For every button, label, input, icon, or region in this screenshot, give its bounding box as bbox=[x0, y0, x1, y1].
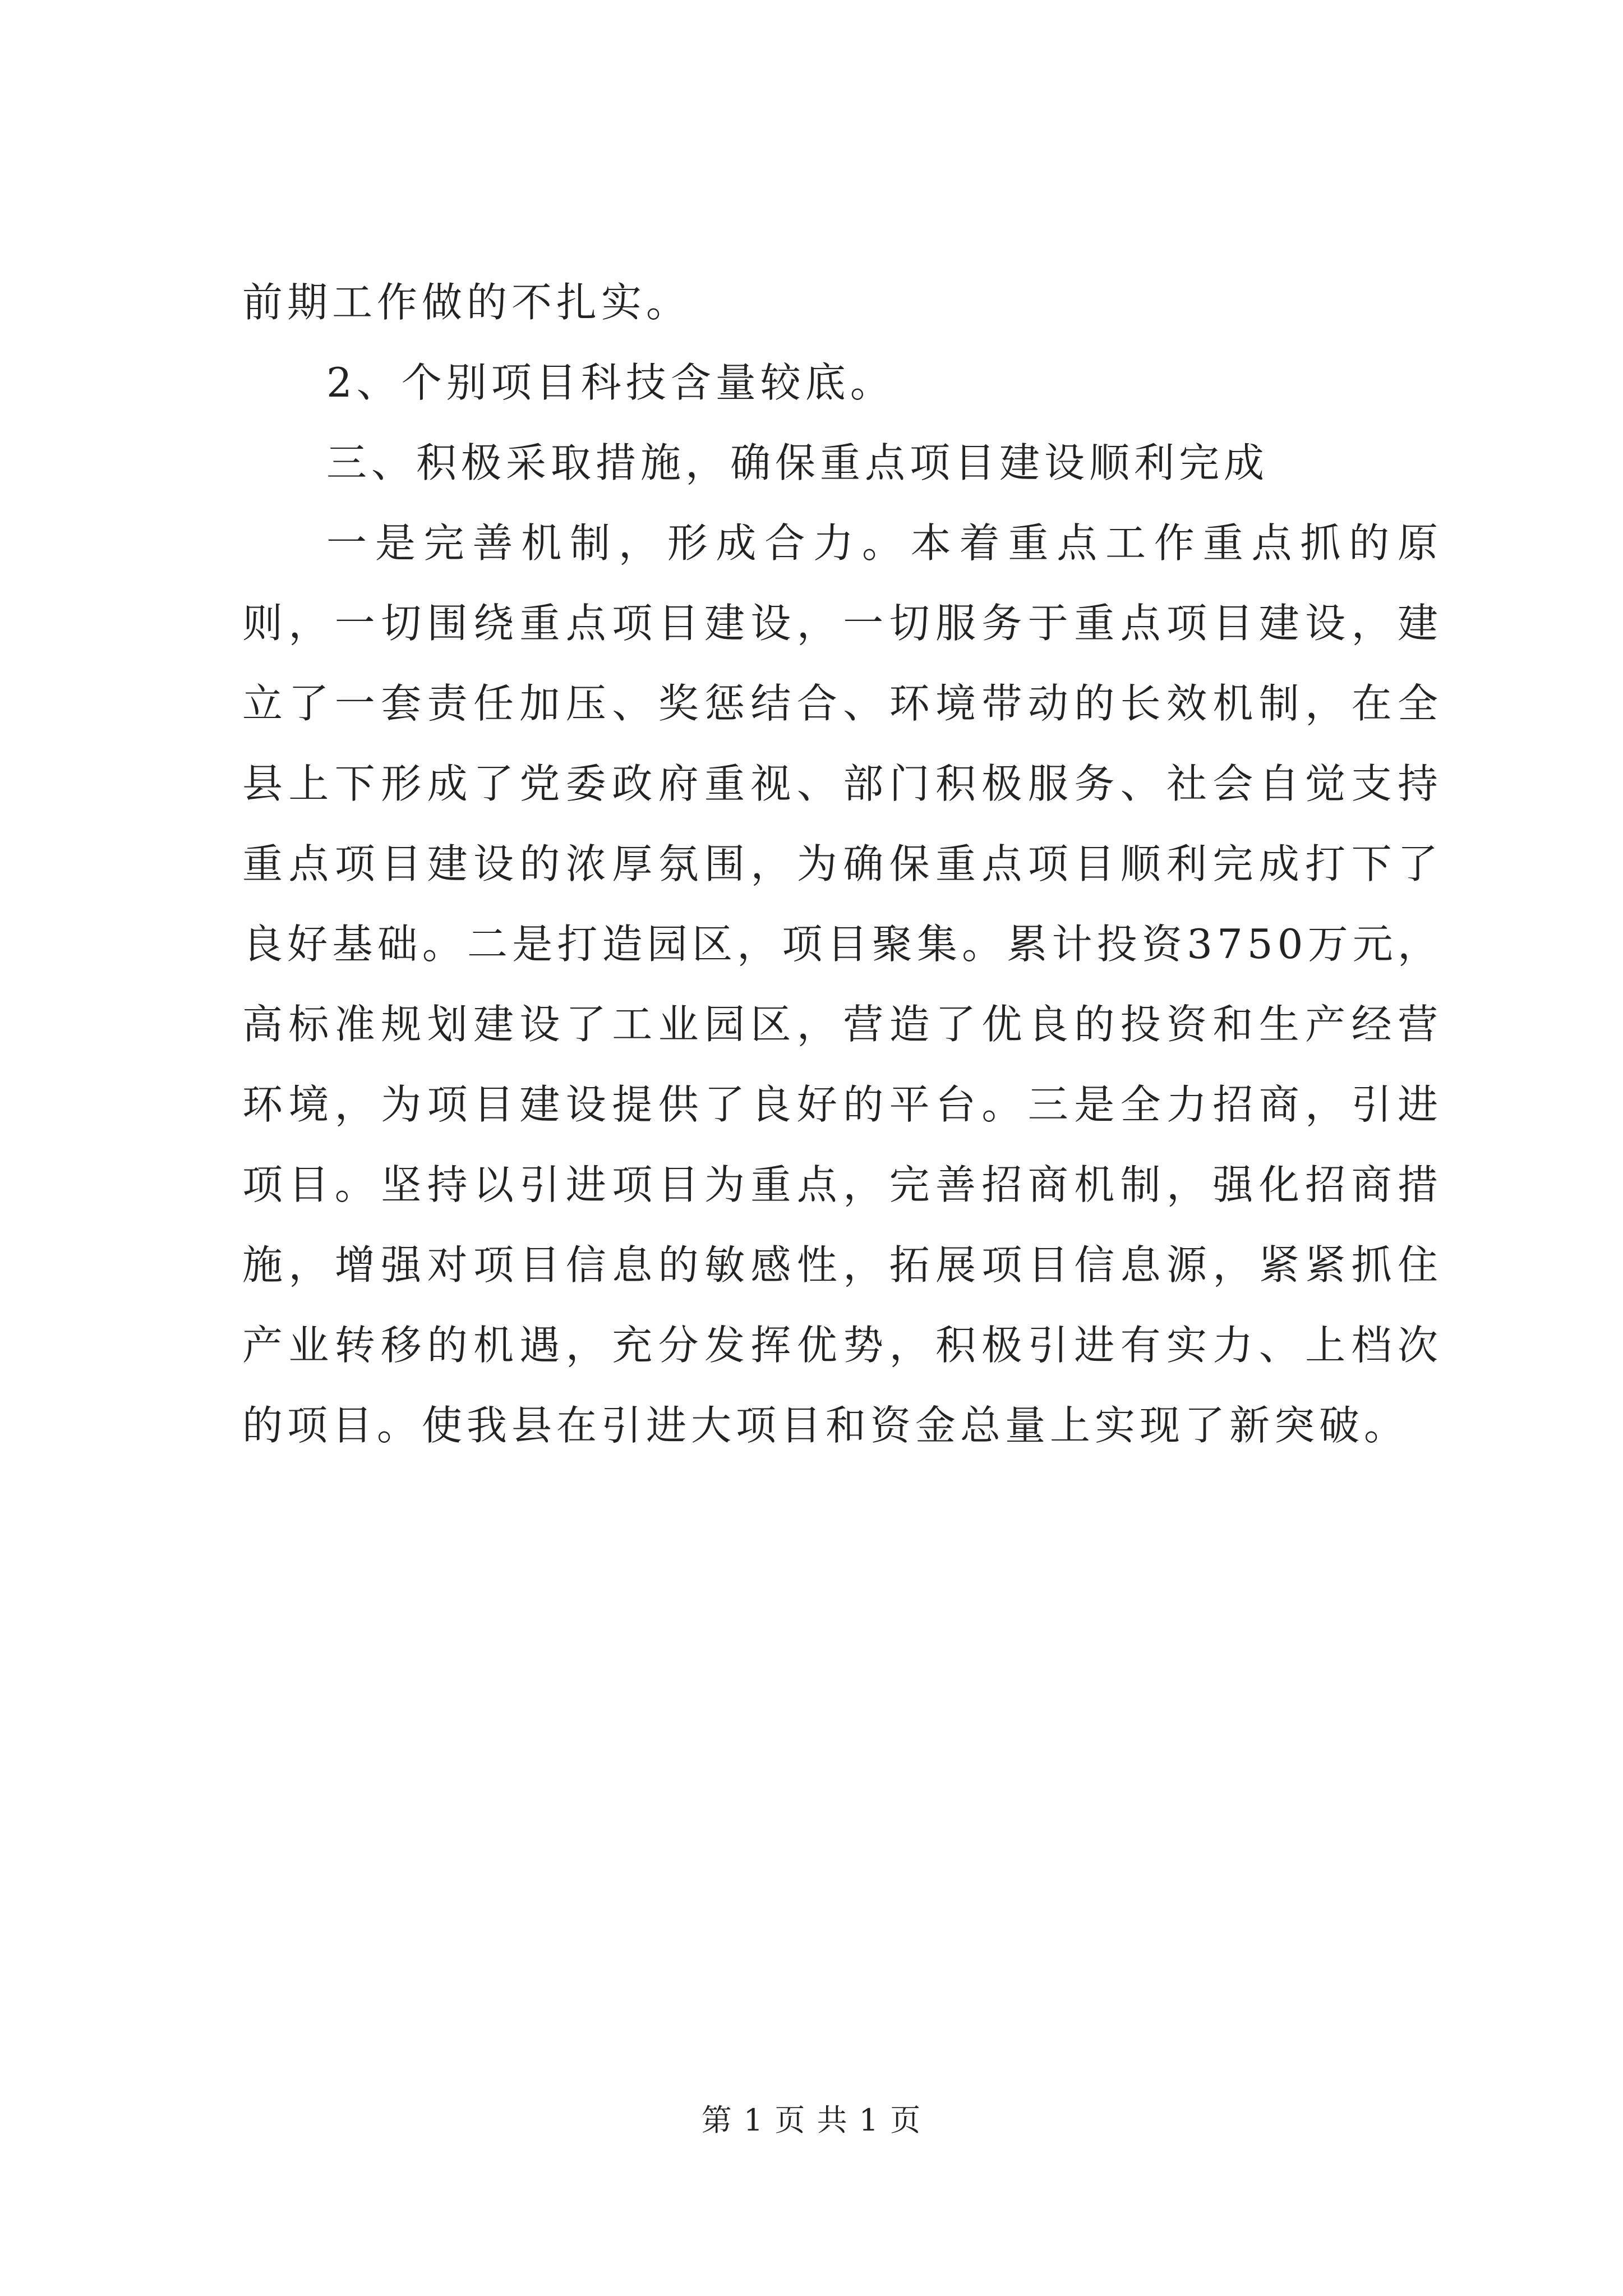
paragraph-1: 前期工作做的不扎实。 bbox=[242, 279, 691, 326]
document-body bbox=[242, 263, 1442, 1466]
paragraph-4: 一是完善机制，形成合力。本着重点工作重点抓的原则，一切围绕重点项目建设，一切服务于重点项目建设，建立了一套责任加压、奖惩结合、环境带动的长效机制，在全县上下形成了党委政府重视、部门积极服务、社会自觉支持重点项目建设的浓厚氛围，为确保重点项目顺利完成打下了良好基础。二是打造园区，项目聚集。累计投资3750万元，高标准规划建设了工业园区，营造了优良的投资和生产经营环境，为项目建设提供了良好的平台。三是全力招商，引进项目。坚持以引进项目为重点，完善招商机制，强化招商措施，增强对项目信息的敏感性，拓展项目信息源，紧紧抓住产业转移的机遇，充分发挥优势，积极引进有实力、上档次的项目。使我县在引进大项目和资金总量上实现了新突破。 bbox=[242, 519, 1442, 1449]
page-number-footer: 第 1 页 共 1 页 bbox=[701, 2102, 922, 2138]
section-heading: 三、积极采取措施，确保重点项目建设顺利完成 bbox=[326, 439, 1269, 486]
paragraph-2: 2、个别项目科技含量较底。 bbox=[326, 359, 895, 406]
